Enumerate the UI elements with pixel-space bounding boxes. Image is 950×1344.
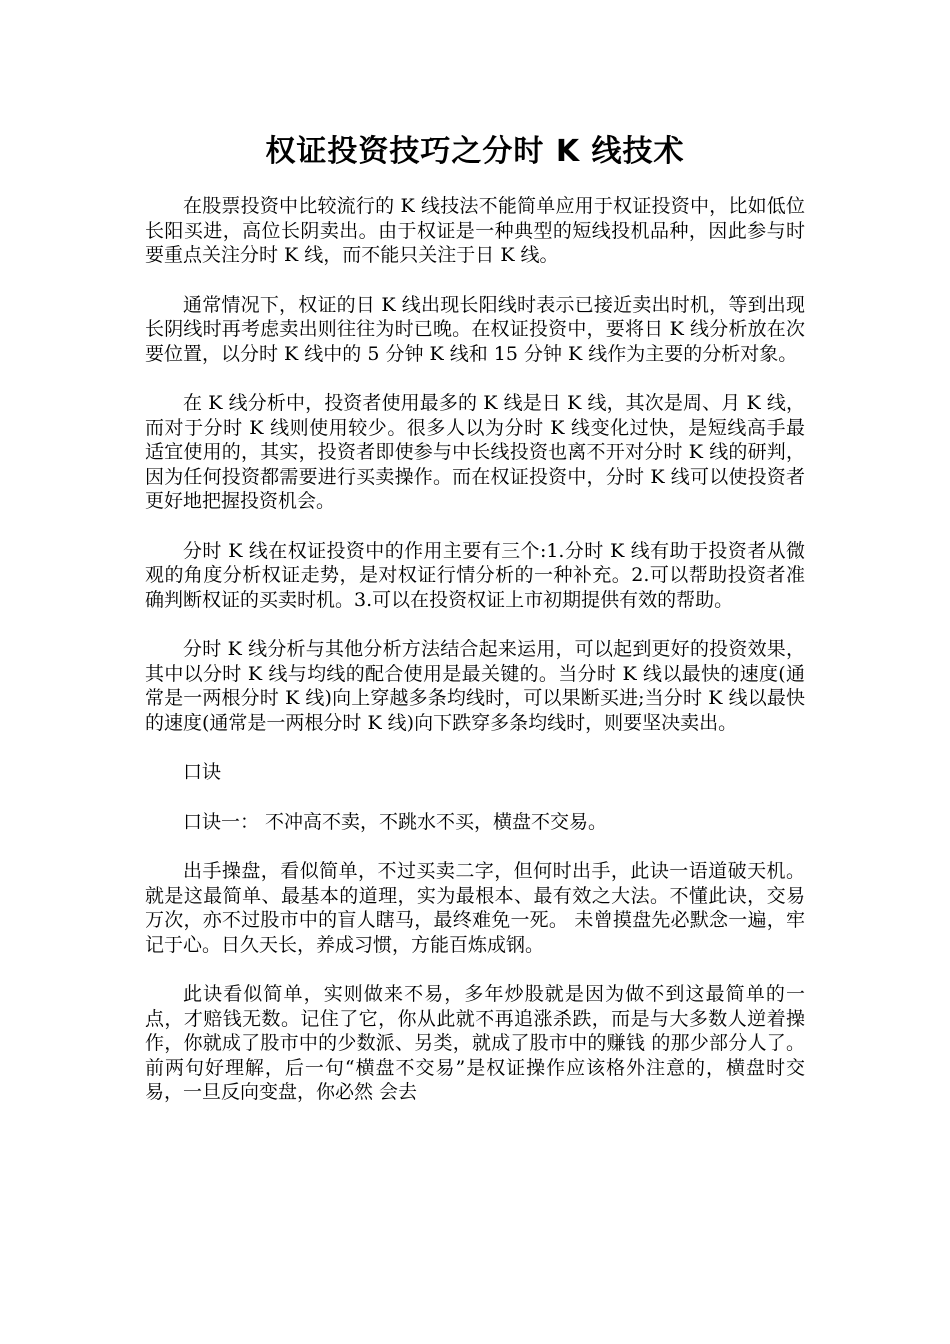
paragraph-moving-average: 分时 K 线分析与其他分析方法结合起来运用，可以起到更好的投资效果，其中以分时 K 线与均线的配合使用是最关键的。当分时 K 线以最快的速度(通常是一两根分时 K 线)向上穿越多条均线时，可以果断买进;当分时 K 线以最快的速度(通常是一两根分时 K 线)向下跌穿多条均线时，则要坚决卖出。 — [145, 638, 805, 734]
paragraph-explanation: 此诀看似简单，实则做来不易，多年炒股就是因为做不到这最简单的一点，才赔钱无数。记住了它，你从此就不再追涨杀跌，而是与大多数人逆着操作，你就成了股市中的少数派、另类，就成了股市中的赚钱 的那少部分人了。 前两句好理解，后一句“横盘不交易”是权证操作应该格外注意的，横盘时交易，一旦反向变盘，你必然 会去 — [145, 983, 805, 1103]
paragraph-daily-k-line: 通常情况下，权证的日 K 线出现长阳线时表示已接近卖出时机，等到出现长阴线时再考虑卖出则往往为时已晚。在权证投资中，要将日 K 线分析放在次要位置，以分时 K 线中的 5 分钟 K 线和 15 分钟 K 线作为主要的分析对象。 — [145, 293, 805, 365]
document-body — [145, 194, 805, 1130]
paragraph-three-functions: 分时 K 线在权证投资中的作用主要有三个:1.分时 K 线有助于投资者从微观的角度分析权证走势，是对权证行情分析的一种补充。2.可以帮助投资者准确判断权证的买卖时机。3.可以在投资权证上市初期提供有效的帮助。 — [145, 539, 805, 611]
paragraph-mnemonic-heading: 口诀 — [183, 761, 222, 783]
paragraph-k-line-analysis: 在 K 线分析中，投资者使用最多的 K 线是日 K 线，其次是周、月 K 线，而对于分时 K 线则使用较少。很多人以为分时 K 线变化过快，是短线高手最适宜使用的，其实，投资者即使参与中长线投资也离不开对分时 K 线的研判，因为任何投资都需要进行买卖操作。而在权证投资中，分时 K 线可以使投资者更好地把握投资机会。 — [145, 392, 805, 512]
paragraph-mnemonic-one: 口诀一： 不冲高不卖，不跳水不买，横盘不交易。 — [183, 810, 608, 833]
document-title: 权证投资技巧之分时 K 线技术 — [265, 134, 685, 169]
paragraph-intro: 在股票投资中比较流行的 K 线技法不能简单应用于权证投资中，比如低位长阳买进，高位长阴卖出。由于权证是一种典型的短线投机品种，因此参与时要重点关注分时 K 线，而不能只关注于日 K 线。 — [145, 195, 805, 266]
paragraph-trading-principle: 出手操盘，看似简单，不过买卖二字，但何时出手，此诀一语道破天机。就是这最简单、最基本的道理，实为最根本、最有效之大法。不懂此诀，交易万次，亦不过股市中的盲人瞎马，最终难免一死。 未曾摸盘先必默念一遍，牢记于心。日久天长，养成习惯，方能百炼成钢。 — [145, 860, 805, 956]
